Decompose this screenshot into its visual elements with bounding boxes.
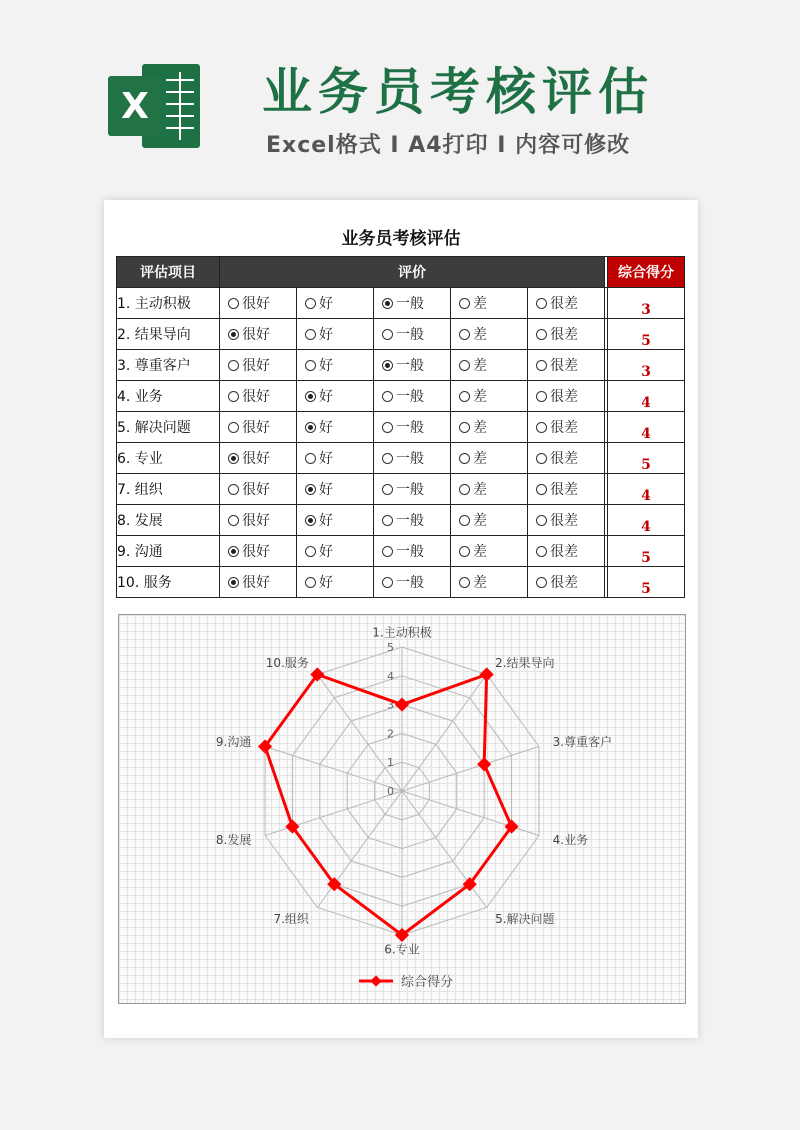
radio-unchecked-icon[interactable] <box>536 360 547 371</box>
rating-option[interactable] <box>297 381 374 412</box>
rating-option-label: 差 <box>473 544 487 560</box>
radio-unchecked-icon[interactable] <box>382 391 393 402</box>
header-eval: 评价 <box>220 257 605 288</box>
sheet-title: 业务员考核评估 <box>341 229 461 249</box>
rating-option[interactable] <box>528 567 605 598</box>
table-row <box>117 505 685 536</box>
item-label: 1. 主动积极 <box>117 288 220 319</box>
rating-option-label: 一般 <box>396 420 424 436</box>
radio-unchecked-icon[interactable] <box>459 577 470 588</box>
radio-unchecked-icon[interactable] <box>459 453 470 464</box>
radar-category-label: 6.专业 <box>384 942 420 957</box>
table-row <box>117 412 685 443</box>
rating-option-label: 好 <box>319 544 333 560</box>
rating-option-label: 好 <box>319 358 333 374</box>
radar-category-label: 1.主动积极 <box>372 625 432 640</box>
rating-option-label: 很差 <box>550 389 578 405</box>
radio-unchecked-icon[interactable] <box>459 546 470 557</box>
table-row <box>117 536 685 567</box>
rating-option-label: 很差 <box>550 544 578 560</box>
radio-unchecked-icon[interactable] <box>536 298 547 309</box>
rating-option-label: 很差 <box>550 482 578 498</box>
rating-option[interactable] <box>220 412 297 443</box>
radio-unchecked-icon[interactable] <box>305 360 316 371</box>
radar-point <box>480 667 494 681</box>
item-label: 4. 业务 <box>117 381 220 412</box>
rating-option-label: 很差 <box>550 575 578 591</box>
rating-option-label: 很好 <box>242 544 270 560</box>
radar-category-label: 2.结果导向 <box>495 655 555 670</box>
evaluation-table <box>116 256 685 598</box>
score-cell: 5 <box>608 536 685 567</box>
score-cell: 4 <box>608 505 685 536</box>
rating-option[interactable] <box>374 381 451 412</box>
svg-text:X: X <box>121 86 149 127</box>
radio-unchecked-icon[interactable] <box>536 422 547 433</box>
radio-unchecked-icon[interactable] <box>536 391 547 402</box>
rating-option-label: 很好 <box>242 451 270 467</box>
radio-unchecked-icon[interactable] <box>382 515 393 526</box>
radio-unchecked-icon[interactable] <box>459 298 470 309</box>
rating-option-label: 很差 <box>550 296 578 312</box>
radar-point <box>395 698 409 712</box>
radio-unchecked-icon[interactable] <box>536 329 547 340</box>
radio-unchecked-icon[interactable] <box>305 329 316 340</box>
score-cell: 5 <box>608 567 685 598</box>
rating-option-label: 好 <box>319 296 333 312</box>
rating-option-label: 好 <box>319 482 333 498</box>
radar-series-line <box>265 675 512 935</box>
rating-option[interactable] <box>297 443 374 474</box>
radar-category-label: 9.沟通 <box>215 735 252 750</box>
rating-option-label: 好 <box>319 389 333 405</box>
radar-category-label: 3.尊重客户 <box>552 735 613 750</box>
rating-option[interactable] <box>528 536 605 567</box>
rating-option-label: 好 <box>319 327 333 343</box>
rating-option[interactable] <box>528 505 605 536</box>
table-row <box>117 443 685 474</box>
rating-option-label: 差 <box>473 327 487 343</box>
rating-option[interactable] <box>374 319 451 350</box>
radio-unchecked-icon[interactable] <box>305 453 316 464</box>
radar-spoke <box>317 791 402 907</box>
rating-option[interactable] <box>220 536 297 567</box>
radio-unchecked-icon[interactable] <box>305 546 316 557</box>
radio-unchecked-icon[interactable] <box>228 391 239 402</box>
radio-checked-icon[interactable] <box>228 453 239 464</box>
radio-unchecked-icon[interactable] <box>459 391 470 402</box>
rating-option-label: 很差 <box>550 420 578 436</box>
rating-option-label: 差 <box>473 482 487 498</box>
item-label: 9. 沟通 <box>117 536 220 567</box>
radar-category-label: 10.服务 <box>265 655 309 670</box>
rating-option-label: 差 <box>473 420 487 436</box>
table-row <box>117 381 685 412</box>
radar-category-label: 5.解决问题 <box>495 912 555 927</box>
rating-option-label: 一般 <box>396 482 424 498</box>
rating-option-label: 好 <box>319 420 333 436</box>
rating-option[interactable] <box>374 412 451 443</box>
rating-option[interactable] <box>220 319 297 350</box>
radio-unchecked-icon[interactable] <box>228 422 239 433</box>
score-cell: 5 <box>608 443 685 474</box>
radar-spoke <box>402 675 487 791</box>
radar-tick-label: 4 <box>387 669 394 683</box>
radio-unchecked-icon[interactable] <box>305 298 316 309</box>
rating-option-label: 很好 <box>242 296 270 312</box>
radio-unchecked-icon[interactable] <box>228 515 239 526</box>
radar-spoke <box>402 791 539 835</box>
item-label: 3. 尊重客户 <box>117 350 220 381</box>
radio-checked-icon[interactable] <box>305 484 316 495</box>
radar-category-label: 4.业务 <box>552 832 589 847</box>
rating-option[interactable] <box>220 350 297 381</box>
radar-tick-label: 0 <box>387 785 394 798</box>
radar-spoke <box>265 747 402 791</box>
rating-option-label: 一般 <box>396 389 424 405</box>
document-sheet <box>104 200 698 1038</box>
score-cell: 4 <box>608 381 685 412</box>
radio-unchecked-icon[interactable] <box>459 484 470 495</box>
rating-option-label: 很好 <box>242 513 270 529</box>
rating-option[interactable] <box>528 381 605 412</box>
radar-chart <box>118 614 686 1004</box>
score-cell: 5 <box>608 319 685 350</box>
rating-option[interactable] <box>451 381 528 412</box>
table-row <box>117 319 685 350</box>
radar-spoke <box>265 791 402 835</box>
radio-unchecked-icon[interactable] <box>536 453 547 464</box>
table-row <box>117 350 685 381</box>
item-label: 10. 服务 <box>117 567 220 598</box>
rating-option[interactable] <box>220 381 297 412</box>
rating-option[interactable] <box>297 319 374 350</box>
rating-option[interactable] <box>220 443 297 474</box>
rating-option[interactable] <box>220 567 297 598</box>
rating-option[interactable] <box>220 474 297 505</box>
score-cell: 4 <box>608 474 685 505</box>
radio-checked-icon[interactable] <box>305 391 316 402</box>
radio-unchecked-icon[interactable] <box>228 484 239 495</box>
rating-option-label: 好 <box>319 575 333 591</box>
rating-option-label: 一般 <box>396 544 424 560</box>
rating-option-label: 很好 <box>242 575 270 591</box>
rating-option[interactable] <box>528 443 605 474</box>
radio-unchecked-icon[interactable] <box>228 360 239 371</box>
table-row <box>117 474 685 505</box>
radio-unchecked-icon[interactable] <box>536 577 547 588</box>
radar-spoke <box>402 747 539 791</box>
rating-option-label: 很差 <box>550 327 578 343</box>
item-label: 6. 专业 <box>117 443 220 474</box>
score-cell: 3 <box>608 288 685 319</box>
table-header-row <box>117 257 685 288</box>
item-label: 8. 发展 <box>117 505 220 536</box>
radar-point <box>477 757 491 771</box>
rating-option[interactable] <box>451 443 528 474</box>
rating-option[interactable] <box>528 350 605 381</box>
rating-option[interactable] <box>297 474 374 505</box>
rating-option[interactable] <box>297 350 374 381</box>
radio-unchecked-icon[interactable] <box>382 422 393 433</box>
radar-chart-svg <box>119 615 685 1003</box>
radio-unchecked-icon[interactable] <box>536 484 547 495</box>
rating-option-label: 很好 <box>242 389 270 405</box>
rating-option[interactable] <box>374 288 451 319</box>
rating-option[interactable] <box>451 474 528 505</box>
rating-option-label: 差 <box>473 358 487 374</box>
header-score: 综合得分 <box>608 257 685 288</box>
radio-checked-icon[interactable] <box>305 422 316 433</box>
rating-option[interactable] <box>451 536 528 567</box>
rating-option[interactable] <box>374 443 451 474</box>
rating-option[interactable] <box>451 505 528 536</box>
score-cell: 3 <box>608 350 685 381</box>
rating-option[interactable] <box>528 288 605 319</box>
radio-unchecked-icon[interactable] <box>382 577 393 588</box>
rating-option[interactable] <box>297 412 374 443</box>
radio-checked-icon[interactable] <box>228 546 239 557</box>
rating-option-label: 好 <box>319 451 333 467</box>
radar-tick-label: 1 <box>387 756 394 770</box>
rating-option-label: 很差 <box>550 513 578 529</box>
rating-option-label: 差 <box>473 296 487 312</box>
radio-checked-icon[interactable] <box>228 329 239 340</box>
radio-unchecked-icon[interactable] <box>459 515 470 526</box>
rating-option-label: 很好 <box>242 327 270 343</box>
rating-option[interactable] <box>374 567 451 598</box>
radio-unchecked-icon[interactable] <box>382 546 393 557</box>
table-row <box>117 567 685 598</box>
rating-option-label: 很差 <box>550 451 578 467</box>
table-row <box>117 288 685 319</box>
rating-option-label: 很好 <box>242 358 270 374</box>
rating-option[interactable] <box>451 288 528 319</box>
rating-option-label: 一般 <box>396 575 424 591</box>
banner-title: 业务员考核评估 <box>262 63 654 121</box>
rating-option[interactable] <box>374 350 451 381</box>
rating-option[interactable] <box>528 412 605 443</box>
radar-tick-label: 2 <box>387 727 394 741</box>
rating-option[interactable] <box>451 567 528 598</box>
radio-unchecked-icon[interactable] <box>536 546 547 557</box>
excel-logo-icon <box>104 56 204 156</box>
banner-subtitle: Excel格式 I A4打印 I 内容可修改 <box>266 133 631 158</box>
rating-option-label: 很差 <box>550 358 578 374</box>
header-item: 评估项目 <box>117 257 220 288</box>
radar-tick-label: 3 <box>387 698 394 712</box>
radio-checked-icon[interactable] <box>382 298 393 309</box>
radio-checked-icon[interactable] <box>228 577 239 588</box>
radar-spoke <box>402 791 487 907</box>
item-label: 7. 组织 <box>117 474 220 505</box>
rating-option[interactable] <box>451 412 528 443</box>
rating-option[interactable] <box>220 288 297 319</box>
rating-option[interactable] <box>297 288 374 319</box>
radio-checked-icon[interactable] <box>305 515 316 526</box>
rating-option[interactable] <box>297 567 374 598</box>
radio-unchecked-icon[interactable] <box>382 329 393 340</box>
rating-option[interactable] <box>374 505 451 536</box>
radio-unchecked-icon[interactable] <box>382 453 393 464</box>
item-label: 5. 解决问题 <box>117 412 220 443</box>
rating-option-label: 一般 <box>396 451 424 467</box>
radio-unchecked-icon[interactable] <box>459 329 470 340</box>
rating-option[interactable] <box>528 319 605 350</box>
rating-option[interactable] <box>220 505 297 536</box>
rating-option-label: 一般 <box>396 296 424 312</box>
radar-category-label: 7.组织 <box>273 912 309 927</box>
rating-option[interactable] <box>374 536 451 567</box>
rating-option[interactable] <box>374 474 451 505</box>
rating-option-label: 差 <box>473 451 487 467</box>
radio-unchecked-icon[interactable] <box>228 298 239 309</box>
radio-unchecked-icon[interactable] <box>536 515 547 526</box>
radio-checked-icon[interactable] <box>382 360 393 371</box>
radar-tick-label: 5 <box>387 641 394 654</box>
score-cell: 4 <box>608 412 685 443</box>
rating-option[interactable] <box>297 505 374 536</box>
rating-option[interactable] <box>451 350 528 381</box>
legend-marker <box>370 975 381 986</box>
radio-unchecked-icon[interactable] <box>382 484 393 495</box>
rating-option-label: 很好 <box>242 482 270 498</box>
rating-option-label: 一般 <box>396 513 424 529</box>
legend-label: 综合得分 <box>401 975 454 990</box>
rating-option-label: 差 <box>473 513 487 529</box>
rating-option[interactable] <box>528 474 605 505</box>
rating-option-label: 一般 <box>396 358 424 374</box>
rating-option[interactable] <box>297 536 374 567</box>
radio-unchecked-icon[interactable] <box>305 577 316 588</box>
rating-option-label: 好 <box>319 513 333 529</box>
rating-option[interactable] <box>451 319 528 350</box>
rating-option-label: 很好 <box>242 420 270 436</box>
radio-unchecked-icon[interactable] <box>459 422 470 433</box>
rating-option-label: 差 <box>473 389 487 405</box>
radio-unchecked-icon[interactable] <box>459 360 470 371</box>
rating-option-label: 差 <box>473 575 487 591</box>
item-label: 2. 结果导向 <box>117 319 220 350</box>
rating-option-label: 一般 <box>396 327 424 343</box>
radar-category-label: 8.发展 <box>215 832 252 847</box>
